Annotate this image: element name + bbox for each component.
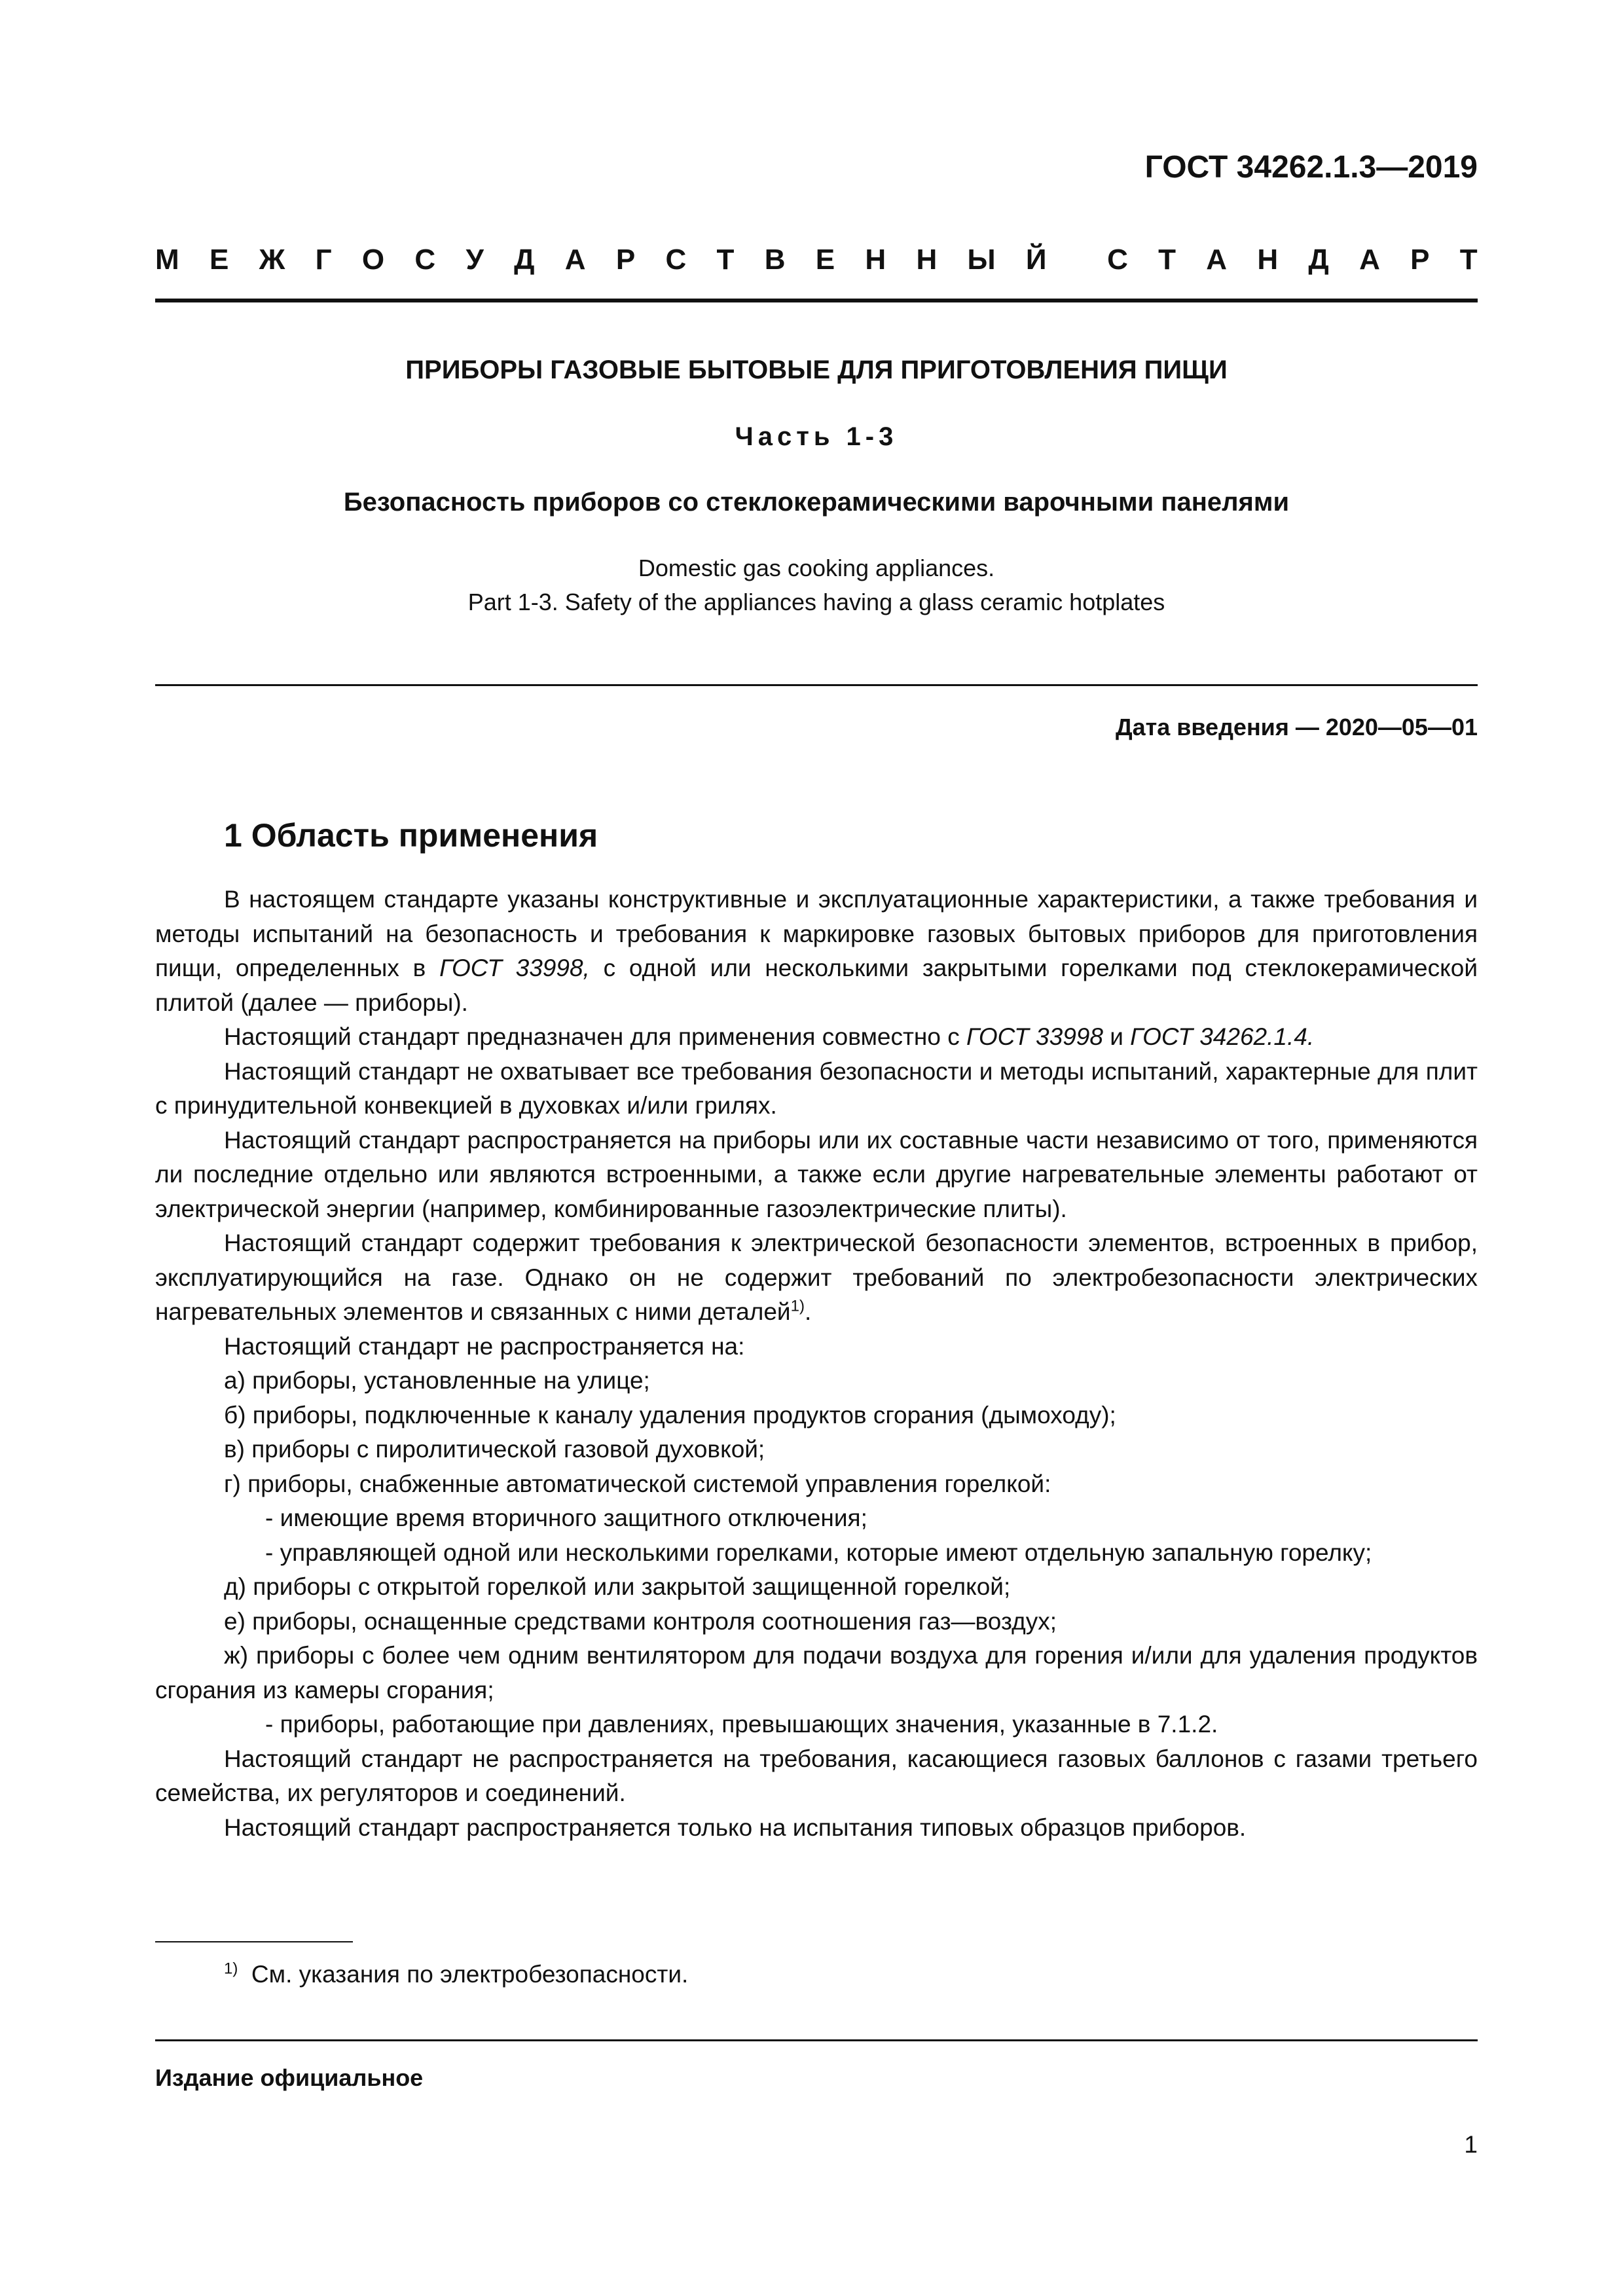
gost-reference: ГОСТ 33998 [966,1023,1103,1050]
sub-list-item: - приборы, работающие при давлениях, превышающих значения, указанные в 7.1.2. [265,1711,1218,1738]
paragraph-scope: В настоящем стандарте указаны конструктивные и эксплуатационные характеристики, а также требования и методы испытаний на безопасность и требования к маркировке газовых бытовых приборов для приготовления пищи, определенных в ГОСТ 33998, с одной или несколькими закрытыми горелками под стеклокерамической плитой (далее — приборы). [155,886,1478,1016]
banner-letter: А [1359,244,1380,276]
document-code: ГОСТ 34262.1.3—2019 [1144,150,1478,185]
list-item: д) приборы с открытой горелкой или закрытой защищенной горелкой; [224,1573,1011,1600]
english-title-line-2: Part 1-3. Safety of the appliances having a glass ceramic hotplates [467,589,1165,615]
page-number: 1 [1464,2131,1478,2158]
banner-letter: Н [865,244,886,276]
banner-letter: Н [916,244,938,276]
title-rule [155,684,1478,686]
banner-letter: Ы [967,244,996,276]
banner-letter: О [361,244,385,276]
footnote-rule [155,1941,353,1942]
sub-list-item: - имеющие время вторичного защитного отключения; [265,1504,867,1531]
english-title [155,551,1478,619]
footnote-text: См. указания по электробезопасности. [251,1961,689,1988]
list-item: а) приборы, установленные на улице; [224,1367,650,1394]
banner-letter: А [564,244,586,276]
section-body [155,883,1478,1845]
footnote-mark: 1) [224,1959,238,1978]
list-item: ж) приборы с более чем одним вентилятором для подачи воздуха для горения и/или для удаления продуктов сгорания из камеры сгорания; [155,1642,1478,1704]
banner-letter: Е [815,244,835,276]
banner-letter: М [155,244,179,276]
banner-letter: Т [1158,244,1176,276]
english-title-line-1: Domestic gas cooking appliances. [638,555,995,581]
paragraph-electrical: Настоящий стандарт содержит требования к электрической безопасности элементов, встроенных в прибор, эксплуатирующийся на газе. Однако он не содержит требований по электробезопасности электрических нагревательных элементов и связанных с ними деталей$^{1)}$. [155,1230,1478,1325]
banner-letter: С [665,244,687,276]
list-item: в) приборы с пиролитической газовой духовкой; [224,1436,765,1463]
footnote [224,1961,688,1988]
banner-letter: Ж [259,244,285,276]
section-heading: 1 Область применения [224,817,598,854]
gost-reference: ГОСТ 34262.1.4. [1130,1023,1315,1050]
banner-letter: В [764,244,786,276]
list-item: г) приборы, снабженные автоматической системой управления горелкой: [224,1470,1051,1497]
paragraph-type-tests: Настоящий стандарт распространяется только на испытания типовых образцов приборов. [224,1813,1247,1841]
footnote-mark: 1) [790,1297,805,1315]
paragraph-applicability: Настоящий стандарт распространяется на приборы или их составные части независимо от того, применяются ли последние отдельно или являются встроенными, а также если другие нагревательные элементы работают от электрической энергии (например, комбинированные газоэлектрические плиты). [155,1126,1478,1222]
banner-letter: Е [209,244,229,276]
banner-letter: Н [1257,244,1279,276]
banner-letter: У [465,244,484,276]
paragraph-exclusion: Настоящий стандарт не охватывает все требования безопасности и методы испытаний, характерные для плит с принудительной конвекцией в духовках и/или грилях. [155,1057,1478,1119]
sub-list-item: - управляющей одной или несколькими горелками, которые имеют отдельную запальную горелку; [265,1539,1372,1566]
banner-letter: Р [615,244,636,276]
banner-letter: Д [514,244,535,276]
header-rule [155,299,1478,302]
standard-part: Часть 1-3 [735,422,898,451]
banner-letter: Р [1410,244,1430,276]
interstate-standard-banner [155,244,1478,283]
paragraph-usage: Настоящий стандарт предназначен для применения совместно с ГОСТ 33998 и ГОСТ 34262.1.4. [224,1023,1315,1050]
banner-letter: С [414,244,436,276]
gost-reference: ГОСТ 33998, [439,955,590,981]
paragraph-not-applicable: Настоящий стандарт не распространяется на: [224,1332,745,1360]
footer-rule [155,2039,1478,2041]
banner-letter: Т [716,244,735,276]
banner-letter: Т [1459,244,1478,276]
standard-title: ПРИБОРЫ ГАЗОВЫЕ БЫТОВЫЕ ДЛЯ ПРИГОТОВЛЕНИЯ ПИЩИ [405,355,1228,384]
banner-letter: Д [1308,244,1329,276]
banner-letter: Й [1025,244,1047,276]
official-edition-label: Издание официальное [155,2064,424,2091]
banner-letter: С [1107,244,1128,276]
list-item: б) приборы, подключенные к каналу удаления продуктов сгорания (дымоходу); [224,1401,1116,1429]
paragraph-gas-cylinders: Настоящий стандарт не распространяется на требования, касающиеся газовых баллонов с газами третьего семейства, их регуляторов и соединений. [155,1745,1478,1806]
banner-letter: А [1206,244,1228,276]
banner-letter: Г [315,244,332,276]
standard-subtitle: Безопасность приборов со стеклокерамическими варочными панелями [343,488,1290,517]
introduction-date: Дата введения — 2020—05—01 [1115,714,1478,740]
list-item: е) приборы, оснащенные средствами контроля соотношения газ—воздух; [224,1607,1057,1635]
